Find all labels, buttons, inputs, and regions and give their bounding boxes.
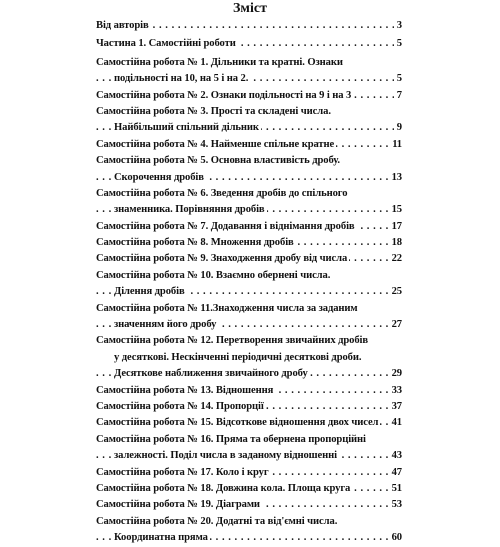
toc-entry[interactable] — [96, 301, 402, 317]
toc-entry[interactable] — [96, 104, 402, 120]
toc-entry[interactable] — [96, 432, 402, 448]
toc-entry-text: залежності. Поділ числа в заданому відношенні — [114, 450, 337, 462]
toc-entry-text: Самостійна робота № 18. Довжина кола. Площа круга — [96, 482, 351, 494]
toc-entry-text: Від авторів — [96, 20, 149, 31]
toc-entry-text: Самостійна робота № 16. Пряма та обернена пропорційні — [96, 433, 366, 445]
toc-entry-page: 5 — [394, 36, 402, 52]
toc-entry-text: Самостійна робота № 9. Знаходження дробу від числа — [96, 253, 348, 265]
toc-entry-text: Самостійна робота № 11.Знаходження числа за заданим — [96, 302, 358, 314]
toc-entry-text: Найбільший спільний дільник — [114, 122, 259, 134]
toc-entry-text: Скорочення дробів — [114, 171, 204, 183]
toc-entry[interactable] — [96, 268, 402, 284]
toc-entry-text: у десяткові. Нескінченні періодичні десяткові дроби. — [114, 351, 362, 363]
toc-entry-text: Самостійна робота № 19. Діаграми — [96, 499, 260, 511]
page-title: Зміст — [233, 1, 267, 16]
toc-entry-page: 29 — [389, 366, 402, 382]
toc-entry[interactable] — [96, 481, 402, 497]
toc-entry[interactable] — [96, 251, 402, 267]
toc-entry-page: 15 — [389, 202, 402, 218]
toc-entry-page: 51 — [389, 481, 402, 497]
toc-entry-text: Ділення дробів — [114, 286, 185, 298]
toc-entry-page: 37 — [389, 399, 402, 415]
toc-entry[interactable] — [96, 18, 402, 34]
toc-entry-text: Десяткове наближення звичайного дробу — [114, 368, 308, 380]
toc-entry-page: 18 — [389, 235, 402, 251]
toc-entry[interactable] — [96, 383, 402, 399]
toc-entry-text: Самостійна робота № 7. Додавання і віднімання дробів — [96, 220, 355, 232]
toc-entry[interactable] — [96, 514, 402, 530]
toc-entry-text: значенням його дробу — [114, 319, 217, 331]
toc-entry-text: Частина 1. Самостійні роботи — [96, 38, 236, 50]
toc-entry-page: 27 — [389, 317, 402, 333]
toc-entry-text: Координатна пряма — [114, 532, 208, 544]
toc-entry-text: Самостійна робота № 10. Взаємно обернені числа. — [96, 269, 331, 281]
toc-entry[interactable] — [96, 530, 402, 546]
toc-entry-text: Самостійна робота № 20. Додатні та від'ємні числа. — [96, 515, 338, 527]
toc-entry-page: 25 — [389, 284, 402, 300]
toc-entry-page: 53 — [389, 497, 402, 513]
toc-entry[interactable] — [96, 71, 402, 87]
toc-entry-page: 41 — [389, 415, 402, 431]
toc-entry-text: Самостійна робота № 3. Прості та складені числа. — [96, 105, 331, 117]
toc-entry[interactable] — [96, 153, 402, 169]
toc-entry[interactable] — [96, 202, 402, 218]
toc-entry-page: 60 — [389, 530, 402, 546]
toc-entry-text: Самостійна робота № 2. Ознаки подільності на 9 і на 3 — [96, 89, 352, 101]
toc-entry-text: Самостійна робота № 6. Зведення дробів до спільного — [96, 187, 348, 199]
toc-entry-page: 47 — [389, 465, 402, 481]
toc-entry[interactable] — [96, 448, 402, 464]
toc-entry-page: 22 — [389, 251, 402, 267]
toc-entry-text: Самостійна робота № 5. Основна властивість дробу. — [96, 155, 340, 167]
toc-entry-text: Самостійна робота № 14. Пропорції — [96, 400, 264, 412]
toc-entry-page: 7 — [394, 88, 402, 104]
toc-entry-page: 33 — [389, 383, 402, 399]
toc-entry[interactable] — [96, 186, 402, 202]
toc-entry[interactable] — [96, 170, 402, 186]
toc-entry-text: Самостійна робота № 8. Множення дробів — [96, 237, 294, 249]
toc-entry-page: 43 — [389, 448, 402, 464]
toc-entry-text: Самостійна робота № 1. Дільники та кратні. Ознаки — [96, 56, 343, 68]
toc-entry[interactable] — [96, 88, 402, 104]
toc-entry[interactable] — [96, 465, 402, 481]
toc-entry[interactable] — [96, 137, 402, 153]
toc-entry[interactable] — [96, 55, 402, 71]
toc-entry[interactable] — [96, 219, 402, 235]
toc-entry-page: 11 — [389, 137, 402, 153]
toc-entry-text: знаменника. Порівняння дробів — [114, 204, 265, 216]
toc-entry-text: Самостійна робота № 13. Відношення — [96, 384, 274, 396]
toc-entry[interactable] — [96, 317, 402, 333]
toc-entry[interactable] — [96, 415, 402, 431]
toc-entry[interactable] — [96, 333, 402, 349]
toc-entry-page: 5 — [394, 71, 402, 87]
toc-list — [96, 18, 402, 547]
toc-entry[interactable] — [96, 235, 402, 251]
toc-entry[interactable] — [96, 120, 402, 136]
toc-entry-text: Самостійна робота № 17. Коло і круг — [96, 466, 269, 478]
toc-entry-text: Самостійна робота № 12. Перетворення звичайних дробів — [96, 335, 368, 347]
toc-entry[interactable] — [96, 284, 402, 300]
toc-entry-page: 9 — [394, 120, 402, 136]
toc-entry[interactable] — [96, 36, 402, 52]
toc-entry-text: подільності на 10, на 5 і на 2. — [114, 73, 249, 85]
toc-entry[interactable] — [96, 399, 402, 415]
toc-entry[interactable] — [96, 366, 402, 382]
toc-entry-page: 13 — [389, 170, 402, 186]
toc-entry-text: Самостійна робота № 15. Відсоткове відношення двох чисел — [96, 417, 379, 429]
toc-entry-page: 3 — [394, 18, 402, 34]
toc-entry-page: 17 — [389, 219, 402, 235]
toc-entry[interactable] — [96, 350, 402, 366]
toc-entry-text: Самостійна робота № 4. Найменше спільне кратне — [96, 138, 335, 150]
